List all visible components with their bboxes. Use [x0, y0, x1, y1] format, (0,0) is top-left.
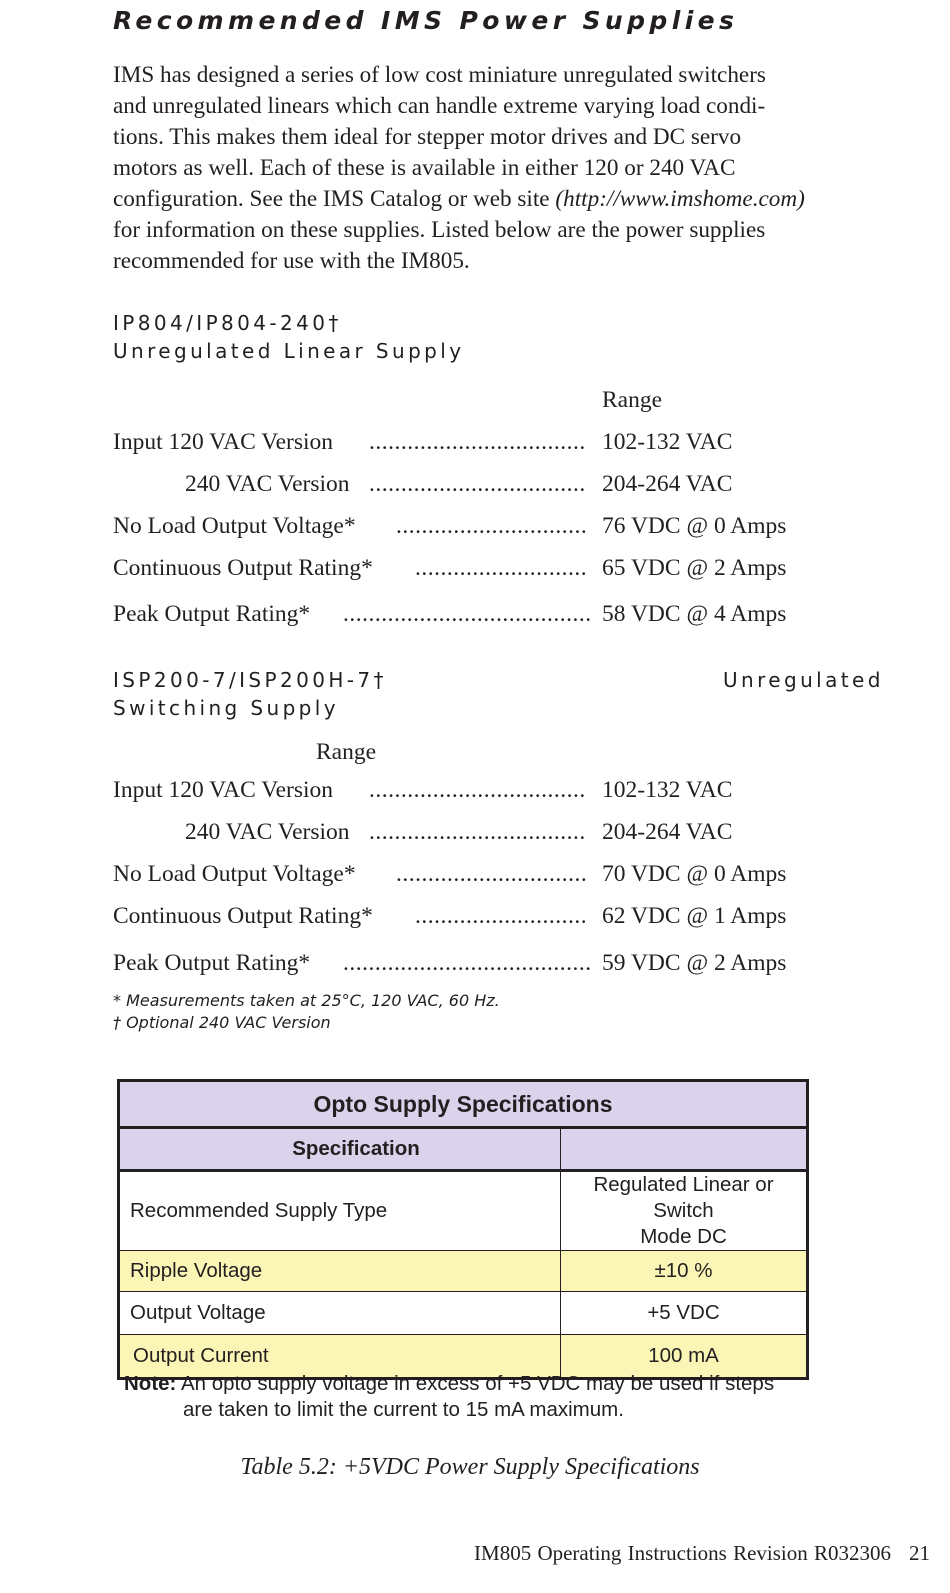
leader-dots: .......................................	[343, 950, 592, 976]
supply1-spec-row	[113, 601, 873, 631]
spec-label: No Load Output Voltage*	[113, 861, 356, 887]
supply2-range-label: Range	[316, 739, 377, 765]
supply2-spec-row	[113, 777, 873, 807]
leader-dots: ...........................	[415, 903, 588, 929]
table-row	[119, 1171, 808, 1251]
intro-line: motors as well. Each of these is available in either 120 or 240 VAC	[113, 155, 736, 181]
spec-label: Input 120 VAC Version	[113, 777, 334, 803]
note-line: are taken to limit the current to 15 mA maximum.	[183, 1398, 624, 1421]
spec-value: 204-264 VAC	[602, 819, 733, 845]
note-line	[124, 1371, 774, 1397]
footer-text: IM805 Operating Instructions Revision R032306	[474, 1541, 891, 1565]
intro-line: and unregulated linears which can handle extreme varying load condi-	[113, 93, 766, 119]
table-cell: Output Voltage	[119, 1292, 561, 1335]
intro-line: configuration. See the IMS Catalog or web site	[113, 186, 556, 212]
note-label: Note:	[124, 1372, 177, 1395]
spec-value: 65 VDC @ 2 Amps	[602, 555, 787, 581]
table-caption: Table 5.2: +5VDC Power Supply Specifications	[240, 1454, 700, 1480]
spec-label: 240 VAC Version	[185, 819, 350, 845]
spec-value: 76 VDC @ 0 Amps	[602, 513, 787, 539]
column-header: Specification	[119, 1128, 561, 1171]
leader-dots: ..............................	[396, 861, 588, 887]
table-cell: Regulated Linear or Switch Mode DC	[561, 1171, 808, 1251]
table-cell: ±10 %	[561, 1251, 808, 1292]
leader-dots: .......................................	[343, 601, 592, 627]
intro-line: recommended for use with the IM805.	[113, 248, 470, 274]
spec-label: Continuous Output Rating*	[113, 903, 373, 929]
supply2-spec-row	[113, 819, 873, 849]
spec-label: No Load Output Voltage*	[113, 513, 356, 539]
supply2-spec-row	[113, 861, 873, 891]
supply2-spec-row	[113, 903, 873, 933]
supply1-type: Unregulated Linear Supply	[113, 339, 465, 363]
supply2-model: ISP200-7/ISP200H-7†	[113, 668, 387, 692]
supply1-range-label: Range	[602, 387, 663, 413]
table-title: Opto Supply Specifications	[119, 1081, 808, 1128]
table-row	[119, 1251, 808, 1292]
footnote-measurements: * Measurements taken at 25°C, 120 VAC, 60 Hz.	[113, 991, 500, 1010]
table-cell: Recommended Supply Type	[119, 1171, 561, 1251]
opto-supply-table	[117, 1079, 809, 1380]
leader-dots: ..................................	[369, 819, 586, 845]
intro-line-with-url	[113, 184, 943, 215]
website-url: (http://www.imshome.com)	[555, 186, 805, 212]
page-footer	[474, 1541, 930, 1566]
spec-value: 62 VDC @ 1 Amps	[602, 903, 787, 929]
spec-label: Continuous Output Rating*	[113, 555, 373, 581]
supply2-type: Switching Supply	[113, 696, 339, 720]
table-caption-row	[119, 1081, 808, 1128]
leader-dots: ..................................	[369, 429, 586, 455]
spec-label: Peak Output Rating*	[113, 601, 311, 627]
intro-line: tions. This makes them ideal for stepper motor drives and DC servo	[113, 124, 742, 150]
spec-label: 240 VAC Version	[185, 471, 350, 497]
supply1-spec-row	[113, 513, 873, 543]
spec-value: 70 VDC @ 0 Amps	[602, 861, 787, 887]
table-note	[124, 1371, 774, 1423]
page-number: 21	[909, 1541, 930, 1565]
note-text: An opto supply voltage in excess of +5 VDC may be used if steps	[176, 1372, 775, 1395]
leader-dots: ..............................	[396, 513, 588, 539]
spec-value: 102-132 VAC	[602, 777, 733, 803]
supply2-spec-row	[113, 950, 873, 980]
supply1-spec-row	[113, 429, 873, 459]
intro-line: for information on these supplies. Listed below are the power supplies	[113, 217, 766, 243]
spec-value: 59 VDC @ 2 Amps	[602, 950, 787, 976]
table-cell: Ripple Voltage	[119, 1251, 561, 1292]
table-cell: Output Current	[119, 1335, 561, 1379]
leader-dots: ..................................	[369, 471, 586, 497]
supply1-spec-row	[113, 555, 873, 585]
spec-value: 102-132 VAC	[602, 429, 733, 455]
spec-label: Peak Output Rating*	[113, 950, 311, 976]
table-cell: 100 mA	[561, 1335, 808, 1379]
table-row	[119, 1292, 808, 1335]
column-header	[561, 1128, 808, 1171]
table-header-row	[119, 1128, 808, 1171]
section-title: Recommended IMS Power Supplies	[113, 6, 739, 35]
spec-label: Input 120 VAC Version	[113, 429, 334, 455]
leader-dots: ...........................	[415, 555, 588, 581]
intro-paragraph	[113, 60, 943, 277]
supply1-model: IP804/IP804-240†	[113, 311, 342, 335]
intro-line: IMS has designed a series of low cost miniature unregulated switchers	[113, 62, 766, 88]
supply1-spec-row	[113, 471, 873, 501]
leader-dots: ..................................	[369, 777, 586, 803]
spec-value: 58 VDC @ 4 Amps	[602, 601, 787, 627]
supply2-type-right: Unregulated	[723, 668, 884, 692]
footnote-optional: † Optional 240 VAC Version	[113, 1013, 331, 1032]
table-cell: +5 VDC	[561, 1292, 808, 1335]
spec-value: 204-264 VAC	[602, 471, 733, 497]
